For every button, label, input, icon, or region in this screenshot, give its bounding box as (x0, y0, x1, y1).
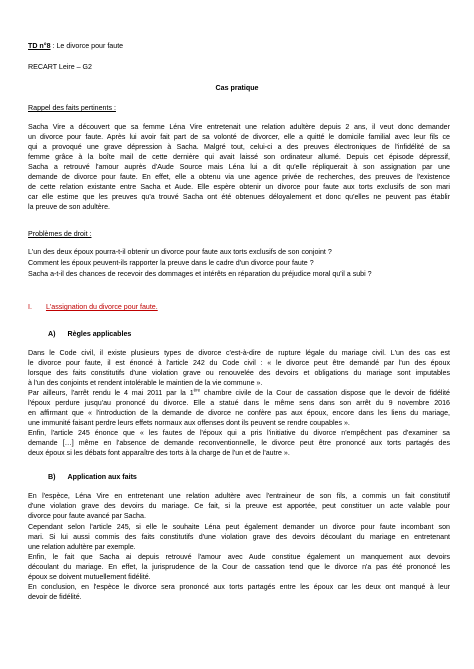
regles-line: deux époux si les débats font apparaître des torts à la charge de l'un et de l'autre ». (28, 449, 290, 457)
problemes-heading: Problèmes de droit : (28, 230, 92, 238)
rappel-line: car elle estime que les preuves qu'a trouvé Sacha ont été obtenues déloyalement et donc qu'elles ne peuvent pas établir (28, 193, 450, 201)
application-line: découlant du mariage. En effet, la jurisprudence de la Cour de cassation tend que le divorce n'a pas été prononcé les (28, 563, 450, 571)
regles-line: demande […] même en l'absence de demande reconventionnelle, le divorce peut être prononcé aux torts partagés des (28, 439, 450, 447)
regles-line: une immunité faisant perdre leurs effets normaux aux offenses dont ils peuvent se rendre coupables ». (28, 419, 350, 427)
rappel-line: femme grâce à la boîte mail de cette dernière qui avait laissé son ordinateur allumé. Depuis cet épisode dépressif, (28, 153, 450, 161)
subsection-b-title: Application aux faits (67, 473, 137, 481)
probleme-line: L'un des deux époux pourra-t-il obtenir un divorce pour faute aux torts exclusifs de son conjoint ? (28, 248, 332, 256)
rappel-heading: Rappel des faits pertinents : (28, 104, 116, 112)
ordinal-sup: ère (193, 387, 201, 393)
application-line: mari. Si lui aussi commis des faits constitutifs d'une violation grave des devoirs découlant du mariage en entretenant (28, 533, 450, 541)
regles-line: le divorce pour faute, il est énoncé à l'article 242 du Code civil : « le divorce peut être demandé par l'un des époux (28, 359, 450, 367)
subsection-b-heading (48, 473, 137, 481)
subsection-b-label: B) (48, 473, 56, 481)
regles-line: à l'un des conjoints et rendent intolérable le maintien de la vie commune ». (28, 379, 263, 387)
application-line: divorce pour faute avancé par Sacha. (28, 512, 146, 520)
subsection-a-title: Règles applicables (67, 330, 132, 338)
regles-line: Enfin, l'article 245 énonce que « les fautes de l'époux qui a pris l'initiative du divorce n'empêchent pas d'examiner sa (28, 429, 450, 437)
subsection-a-heading (48, 330, 131, 338)
td-header (28, 42, 123, 50)
application-line: époux se doivent mutuellement fidélité. (28, 573, 151, 581)
application-line: d'une violation grave des devoirs du mariage. Ce fait, si la preuve est apportée, peut constituer un acte valable pour (28, 502, 450, 510)
section-title: L'assignation du divorce pour faute. (45, 303, 158, 311)
author-line: RECART Leire – G2 (28, 63, 93, 71)
probleme-line: Comment les époux peuvent-ils rapporter la preuve dans le cadre d'un divorce pour faute ? (28, 259, 314, 267)
regles-line: Dans le Code civil, il existe plusieurs types de divorce c'est-à-dire de rupture légale du mariage civil. L'un des cas est (28, 349, 450, 357)
rappel-line: qui a provoqué une grave dépression à Sacha. Malgré tout, celui-ci a des preuves électroniques de l'infidélité de sa (28, 143, 450, 151)
regles-line: l'époux perdure jusqu'au prononcé du divorce. Elle a statué dans le même sens dans son arrêt du 9 novembre 2016 (28, 399, 450, 407)
subsection-a-label: A) (48, 330, 56, 338)
application-line: une relation adultère par exemple. (28, 543, 136, 551)
application-line: devoir de fidélité. (28, 593, 82, 601)
section-heading (28, 303, 158, 311)
probleme-line: Sacha a-t-il des chances de recevoir des dommages et intérêts en réparation du préjudice moral qu'il a subi ? (28, 270, 372, 278)
rappel-line: Sacha Vire a découvert que sa femme Léna Vire entretenait une relation adultère depuis 2 ans, il veut donc demander (28, 123, 450, 131)
rappel-line: de cette relation existante entre Sacha et Aude. Elle espère obtenir un divorce pour faute aux torts exclusifs de son mari (28, 183, 450, 191)
regles-line-arret (28, 389, 450, 397)
rappel-line: demande de divorce pour faute. En effet, elle a obtenu via une agence privée de recherches, des preuves de l'existence (28, 173, 450, 181)
application-line: Cependant selon l'article 245, si elle le souhaite Léna peut également demander un divorce pour faute incombant son (28, 523, 450, 531)
application-line: Enfin, le fait que Sacha ai depuis retrouvé l'amour avec Aude constitue également un manquement aux devoirs (28, 553, 450, 561)
regles-line-end: chambre civile de la Cour de cassation dispose que le devoir de fidélité (200, 389, 450, 397)
section-number: I. (28, 303, 32, 311)
application-line: En l'espèce, Léna Vire en entretenant une relation adultère avec l'entraineur de son fils, a commis un fait constitutif (28, 492, 450, 500)
regles-line: en affirmant que « l'introduction de la demande de divorce ne confère pas aux époux, encore dans les liens du mariage, (28, 409, 450, 417)
application-line: En conclusion, en l'espèce le divorce sera prononcé aux torts partagés entre les époux car les deux ont manqué à leur (28, 583, 450, 591)
page-title: Cas pratique (215, 84, 259, 92)
rappel-line: Sacha a retrouvé l'amour auprès d'Aude Source mais Léna lui a dit qu'elle répliquerait à son assignation par une (28, 163, 450, 171)
td-subtitle: : Le divorce pour faute (50, 42, 124, 50)
regles-line: lorsque des faits constitutifs d'une violation grave ou renouvelée des devoirs et obligations du mariage sont imputables (28, 369, 450, 377)
regles-line-start: Par ailleurs, l'arrêt rendu le 4 mai 2011 par la 1 (28, 389, 194, 397)
rappel-line: un divorce pour faute. Après lui avoir fait part de sa volonté de divorcer, elle a quitté le domicile familial avec leur fils ce (28, 133, 450, 141)
rappel-line: la preuve de son adultère. (28, 203, 111, 211)
td-label: TD n°8 (28, 42, 51, 50)
